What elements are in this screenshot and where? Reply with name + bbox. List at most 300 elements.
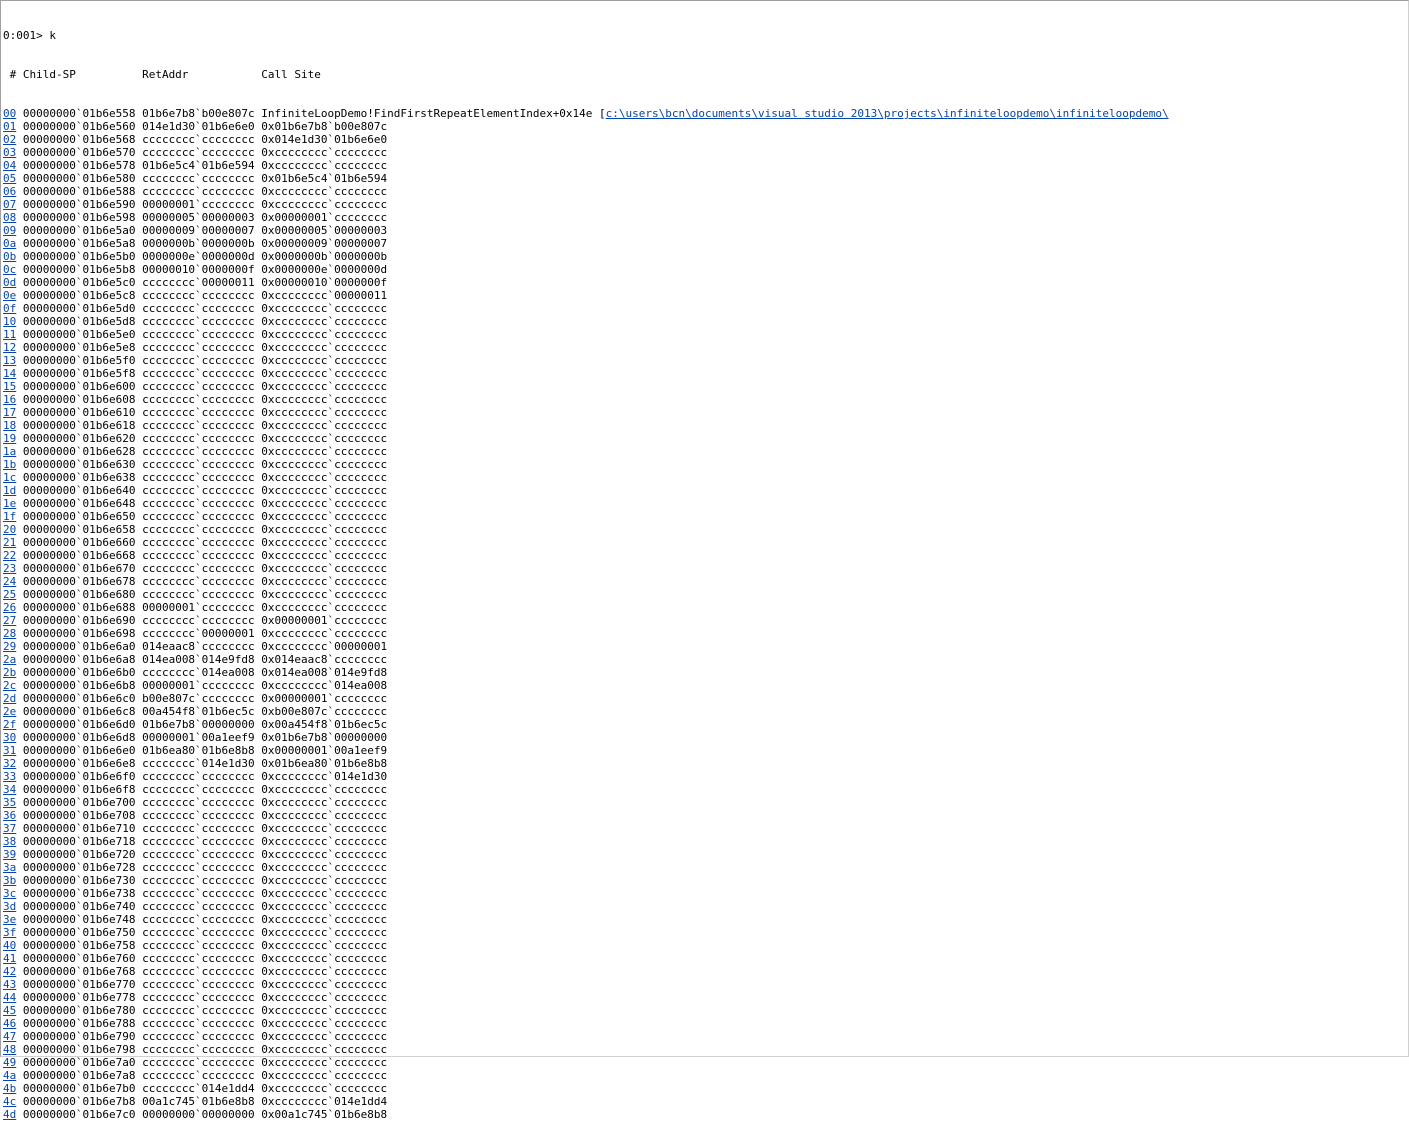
stack-frame-row <box>3 679 1407 692</box>
frame-number-link[interactable]: 02 <box>3 133 17 146</box>
frame-number-link[interactable]: 2d <box>3 692 17 705</box>
call-site: 0xcccccccc`cccccccc <box>261 185 388 198</box>
child-sp: 00000000`01b6e6e0 <box>22 744 136 757</box>
frame-number-link[interactable]: 35 <box>3 796 17 809</box>
child-sp: 00000000`01b6e688 <box>22 601 136 614</box>
frame-number-link[interactable]: 07 <box>3 198 17 211</box>
frame-number-link[interactable]: 04 <box>3 159 17 172</box>
frame-number-link[interactable]: 12 <box>3 341 17 354</box>
call-site: 0xcccccccc`cccccccc <box>261 159 388 172</box>
call-site: 0xcccccccc`cccccccc <box>261 952 388 965</box>
return-address: 00a454f8`01b6ec5c <box>142 705 255 718</box>
frame-number-link[interactable]: 0f <box>3 302 17 315</box>
frame-number-link[interactable]: 47 <box>3 1030 17 1043</box>
stack-frame-row <box>3 640 1407 653</box>
child-sp: 00000000`01b6e718 <box>22 835 136 848</box>
return-address: 014e1d30`01b6e6e0 <box>142 120 255 133</box>
frame-number-link[interactable]: 0d <box>3 276 17 289</box>
frame-number-link[interactable]: 36 <box>3 809 17 822</box>
call-site: 0xcccccccc`cccccccc <box>261 822 388 835</box>
child-sp: 00000000`01b6e5c0 <box>22 276 136 289</box>
child-sp: 00000000`01b6e7a0 <box>22 1056 136 1069</box>
child-sp: 00000000`01b6e778 <box>22 991 136 1004</box>
return-address: 0000000b`0000000b <box>142 237 255 250</box>
child-sp: 00000000`01b6e760 <box>22 952 136 965</box>
call-site: 0xcccccccc`cccccccc <box>261 1004 388 1017</box>
child-sp: 00000000`01b6e680 <box>22 588 136 601</box>
call-site: 0xcccccccc`00000011 <box>261 289 388 302</box>
call-site: 0xcccccccc`cccccccc <box>261 1017 388 1030</box>
child-sp: 00000000`01b6e600 <box>22 380 136 393</box>
call-site: 0xcccccccc`cccccccc <box>261 471 388 484</box>
child-sp: 00000000`01b6e788 <box>22 1017 136 1030</box>
stack-frame-row <box>3 198 1407 211</box>
return-address: cccccccc`cccccccc <box>142 783 255 796</box>
child-sp: 00000000`01b6e6a0 <box>22 640 136 653</box>
return-address: 01b6ea80`01b6e8b8 <box>142 744 255 757</box>
child-sp: 00000000`01b6e5a0 <box>22 224 136 237</box>
frame-number-link[interactable]: 27 <box>3 614 17 627</box>
frame-number-link[interactable]: 39 <box>3 848 17 861</box>
frame-number-link[interactable]: 2a <box>3 653 17 666</box>
return-address: cccccccc`cccccccc <box>142 406 255 419</box>
call-site: 0xcccccccc`cccccccc <box>261 965 388 978</box>
frame-number-link[interactable]: 09 <box>3 224 17 237</box>
frame-number-link[interactable]: 48 <box>3 1043 17 1056</box>
call-site: 0xcccccccc`cccccccc <box>261 575 388 588</box>
child-sp: 00000000`01b6e6e8 <box>22 757 136 770</box>
frame-number-link[interactable]: 13 <box>3 354 17 367</box>
frame-number-link[interactable]: 11 <box>3 328 17 341</box>
child-sp: 00000000`01b6e780 <box>22 1004 136 1017</box>
frame-number-link[interactable]: 01 <box>3 120 17 133</box>
return-address: cccccccc`cccccccc <box>142 861 255 874</box>
child-sp: 00000000`01b6e6d0 <box>22 718 136 731</box>
return-address: cccccccc`cccccccc <box>142 939 255 952</box>
stack-frame-row <box>3 1030 1407 1043</box>
call-site: 0xcccccccc`cccccccc <box>261 432 388 445</box>
call-site: 0xcccccccc`cccccccc <box>261 328 388 341</box>
child-sp: 00000000`01b6e5e0 <box>22 328 136 341</box>
return-address: cccccccc`cccccccc <box>142 497 255 510</box>
frame-number-link[interactable]: 3c <box>3 887 17 900</box>
frame-number-link[interactable]: 14 <box>3 367 17 380</box>
return-address: cccccccc`cccccccc <box>142 900 255 913</box>
frame-number-link[interactable]: 15 <box>3 380 17 393</box>
return-address: cccccccc`cccccccc <box>142 185 255 198</box>
child-sp: 00000000`01b6e5f8 <box>22 367 136 380</box>
child-sp: 00000000`01b6e568 <box>22 133 136 146</box>
frame-number-link[interactable]: 46 <box>3 1017 17 1030</box>
call-site: 0x00000001`00a1eef9 <box>261 744 388 757</box>
stack-frame-row <box>3 315 1407 328</box>
return-address: cccccccc`cccccccc <box>142 562 255 575</box>
child-sp: 00000000`01b6e658 <box>22 523 136 536</box>
call-site: 0xcccccccc`cccccccc <box>261 302 388 315</box>
frame-number-link[interactable]: 2b <box>3 666 17 679</box>
child-sp: 00000000`01b6e7c0 <box>22 1108 136 1121</box>
child-sp: 00000000`01b6e588 <box>22 185 136 198</box>
call-site: 0xcccccccc`cccccccc <box>261 926 388 939</box>
return-address: 01b6e5c4`01b6e594 <box>142 159 255 172</box>
return-address: cccccccc`cccccccc <box>142 432 255 445</box>
frame-number-link[interactable]: 0e <box>3 289 17 302</box>
frame-number-link[interactable]: 4c <box>3 1095 17 1108</box>
debugger-command-window[interactable] <box>3 3 1407 1121</box>
child-sp: 00000000`01b6e758 <box>22 939 136 952</box>
child-sp: 00000000`01b6e728 <box>22 861 136 874</box>
stack-frame-row <box>3 445 1407 458</box>
stack-frame-row <box>3 978 1407 991</box>
child-sp: 00000000`01b6e6a8 <box>22 653 136 666</box>
return-address: 01b6e7b8`00000000 <box>142 718 255 731</box>
child-sp: 00000000`01b6e770 <box>22 978 136 991</box>
return-address: cccccccc`cccccccc <box>142 341 255 354</box>
return-address: 00000001`cccccccc <box>142 198 255 211</box>
return-address: cccccccc`cccccccc <box>142 1069 255 1082</box>
stack-frame-row <box>3 510 1407 523</box>
stack-frame-row <box>3 627 1407 640</box>
frame-number-link[interactable]: 41 <box>3 952 17 965</box>
call-site: 0x00000005`00000003 <box>261 224 388 237</box>
call-site: 0xcccccccc`cccccccc <box>261 315 388 328</box>
frame-number-link[interactable]: 33 <box>3 770 17 783</box>
call-site: 0xcccccccc`cccccccc <box>261 484 388 497</box>
frame-number-link[interactable]: 22 <box>3 549 17 562</box>
call-site: 0x014ea008`014e9fd8 <box>261 666 388 679</box>
call-site: 0x00a454f8`01b6ec5c <box>261 718 388 731</box>
frame-number-link[interactable]: 1d <box>3 484 17 497</box>
child-sp: 00000000`01b6e6b8 <box>22 679 136 692</box>
frame-number-link[interactable]: 3e <box>3 913 17 926</box>
stack-frame-row <box>3 1082 1407 1095</box>
frame-number-link[interactable]: 29 <box>3 640 17 653</box>
frame-number-link[interactable]: 3f <box>3 926 17 939</box>
stack-frame-row <box>3 146 1407 159</box>
child-sp: 00000000`01b6e678 <box>22 575 136 588</box>
stack-frame-list <box>3 107 1407 1121</box>
frame-number-link[interactable]: 00 <box>3 107 17 120</box>
call-site: 0xcccccccc`cccccccc <box>261 406 388 419</box>
frame-number-link[interactable]: 08 <box>3 211 17 224</box>
child-sp: 00000000`01b6e5b0 <box>22 250 136 263</box>
frame-number-link[interactable]: 2e <box>3 705 17 718</box>
frame-number-link[interactable]: 24 <box>3 575 17 588</box>
child-sp: 00000000`01b6e748 <box>22 913 136 926</box>
call-site: 0xcccccccc`cccccccc <box>261 536 388 549</box>
child-sp: 00000000`01b6e708 <box>22 809 136 822</box>
frame-number-link[interactable]: 37 <box>3 822 17 835</box>
child-sp: 00000000`01b6e5f0 <box>22 354 136 367</box>
child-sp: 00000000`01b6e670 <box>22 562 136 575</box>
return-address: cccccccc`cccccccc <box>142 1030 255 1043</box>
return-address: cccccccc`cccccccc <box>142 536 255 549</box>
stack-frame-row <box>3 211 1407 224</box>
call-site: 0x00000010`0000000f <box>261 276 388 289</box>
frame-number-link[interactable]: 18 <box>3 419 17 432</box>
frame-number-link[interactable]: 34 <box>3 783 17 796</box>
call-site: 0xcccccccc`cccccccc <box>261 1043 388 1056</box>
call-site: 0xcccccccc`cccccccc <box>261 848 388 861</box>
call-site: 0xcccccccc`cccccccc <box>261 198 388 211</box>
call-site: 0xcccccccc`cccccccc <box>261 939 388 952</box>
return-address: cccccccc`cccccccc <box>142 822 255 835</box>
child-sp: 00000000`01b6e580 <box>22 172 136 185</box>
stack-frame-row <box>3 185 1407 198</box>
return-address: cccccccc`cccccccc <box>142 1056 255 1069</box>
frame-number-link[interactable]: 1b <box>3 458 17 471</box>
frame-number-link[interactable]: 31 <box>3 744 17 757</box>
call-site: 0xcccccccc`cccccccc <box>261 354 388 367</box>
return-address: 014eaac8`cccccccc <box>142 640 255 653</box>
child-sp: 00000000`01b6e798 <box>22 1043 136 1056</box>
return-address: 0000000e`0000000d <box>142 250 255 263</box>
child-sp: 00000000`01b6e6b0 <box>22 666 136 679</box>
call-site: 0x00000001`cccccccc <box>261 692 388 705</box>
return-address: cccccccc`cccccccc <box>142 835 255 848</box>
return-address: cccccccc`cccccccc <box>142 848 255 861</box>
frame-number-link[interactable]: 23 <box>3 562 17 575</box>
child-sp: 00000000`01b6e6c8 <box>22 705 136 718</box>
return-address: 00000009`00000007 <box>142 224 255 237</box>
frame-number-link[interactable]: 19 <box>3 432 17 445</box>
call-site: 0xcccccccc`cccccccc <box>261 887 388 900</box>
frame-number-link[interactable]: 44 <box>3 991 17 1004</box>
return-address: cccccccc`cccccccc <box>142 380 255 393</box>
frame-number-link[interactable]: 4a <box>3 1069 17 1082</box>
return-address: cccccccc`cccccccc <box>142 302 255 315</box>
call-site: 0x01b6e7b8`b00e807c <box>261 120 388 133</box>
stack-frame-row <box>3 718 1407 731</box>
call-site: 0xcccccccc`cccccccc <box>261 1056 388 1069</box>
call-site: 0xcccccccc`cccccccc <box>261 367 388 380</box>
stack-frame-row <box>3 1017 1407 1030</box>
stack-frame-row <box>3 497 1407 510</box>
stack-frame-row <box>3 536 1407 549</box>
frame-number-link[interactable]: 2f <box>3 718 17 731</box>
return-address: cccccccc`cccccccc <box>142 484 255 497</box>
frame-number-link[interactable]: 03 <box>3 146 17 159</box>
child-sp: 00000000`01b6e710 <box>22 822 136 835</box>
stack-frame-row <box>3 172 1407 185</box>
child-sp: 00000000`01b6e618 <box>22 419 136 432</box>
frame-number-link[interactable]: 40 <box>3 939 17 952</box>
stack-frame-row <box>3 419 1407 432</box>
stack-frame-row <box>3 913 1407 926</box>
frame-number-link[interactable]: 17 <box>3 406 17 419</box>
call-site: 0xcccccccc`cccccccc <box>261 874 388 887</box>
stack-frame-row <box>3 601 1407 614</box>
frame-number-link[interactable]: 38 <box>3 835 17 848</box>
stack-frame-row <box>3 354 1407 367</box>
return-address: cccccccc`cccccccc <box>142 445 255 458</box>
return-address: cccccccc`cccccccc <box>142 614 255 627</box>
frame-number-link[interactable]: 3a <box>3 861 17 874</box>
call-site: 0xcccccccc`cccccccc <box>261 796 388 809</box>
call-site: 0x00000009`00000007 <box>261 237 388 250</box>
stack-frame-row <box>3 653 1407 666</box>
child-sp: 00000000`01b6e768 <box>22 965 136 978</box>
return-address: cccccccc`014e1d30 <box>142 757 255 770</box>
child-sp: 00000000`01b6e628 <box>22 445 136 458</box>
frame-number-link[interactable]: 21 <box>3 536 17 549</box>
stack-frame-row <box>3 965 1407 978</box>
frame-number-link[interactable]: 49 <box>3 1056 17 1069</box>
call-site: 0xcccccccc`cccccccc <box>261 458 388 471</box>
stack-frame-row <box>3 822 1407 835</box>
call-site: 0x014e1d30`01b6e6e0 <box>261 133 388 146</box>
call-site: 0xcccccccc`cccccccc <box>261 1082 388 1095</box>
stack-frame-row <box>3 523 1407 536</box>
stack-frame-row <box>3 926 1407 939</box>
call-site: 0xcccccccc`014e1dd4 <box>261 1095 388 1108</box>
call-site: 0xcccccccc`014ea008 <box>261 679 388 692</box>
frame-number-link[interactable]: 05 <box>3 172 17 185</box>
child-sp: 00000000`01b6e608 <box>22 393 136 406</box>
child-sp: 00000000`01b6e610 <box>22 406 136 419</box>
call-site: 0x00000001`cccccccc <box>261 614 388 627</box>
frame-number-link[interactable]: 26 <box>3 601 17 614</box>
frame-number-link[interactable]: 43 <box>3 978 17 991</box>
frame-number-link[interactable]: 0b <box>3 250 17 263</box>
child-sp: 00000000`01b6e640 <box>22 484 136 497</box>
call-site: 0x01b6ea80`01b6e8b8 <box>261 757 388 770</box>
child-sp: 00000000`01b6e668 <box>22 549 136 562</box>
call-site: 0xcccccccc`cccccccc <box>261 601 388 614</box>
return-address: cccccccc`cccccccc <box>142 926 255 939</box>
child-sp: 00000000`01b6e598 <box>22 211 136 224</box>
frame-number-link[interactable]: 06 <box>3 185 17 198</box>
child-sp: 00000000`01b6e738 <box>22 887 136 900</box>
child-sp: 00000000`01b6e7a8 <box>22 1069 136 1082</box>
frame-number-link[interactable]: 32 <box>3 757 17 770</box>
frame-number-link[interactable]: 4d <box>3 1108 17 1121</box>
call-site: 0xcccccccc`cccccccc <box>261 497 388 510</box>
return-address: cccccccc`cccccccc <box>142 1017 255 1030</box>
frame-number-link[interactable]: 1c <box>3 471 17 484</box>
frame-number-link[interactable]: 3d <box>3 900 17 913</box>
frame-number-link[interactable]: 3b <box>3 874 17 887</box>
stack-frame-row <box>3 705 1407 718</box>
call-site: 0xcccccccc`cccccccc <box>261 549 388 562</box>
return-address: cccccccc`00000001 <box>142 627 255 640</box>
frame-number-link[interactable]: 4b <box>3 1082 17 1095</box>
child-sp: 00000000`01b6e730 <box>22 874 136 887</box>
stack-frame-row <box>3 458 1407 471</box>
stack-frame-row <box>3 991 1407 1004</box>
child-sp: 00000000`01b6e560 <box>22 120 136 133</box>
call-site: 0x014eaac8`cccccccc <box>261 653 388 666</box>
command-prompt: 0:001> k <box>3 29 56 42</box>
frame-number-link[interactable]: 16 <box>3 393 17 406</box>
stack-frame-row <box>3 393 1407 406</box>
call-site: 0xcccccccc`cccccccc <box>261 809 388 822</box>
return-address: cccccccc`00000011 <box>142 276 255 289</box>
call-site: 0xcccccccc`cccccccc <box>261 341 388 354</box>
return-address: cccccccc`cccccccc <box>142 146 255 159</box>
child-sp: 00000000`01b6e6c0 <box>22 692 136 705</box>
call-site: 0x01b6e5c4`01b6e594 <box>261 172 388 185</box>
return-address: cccccccc`cccccccc <box>142 1004 255 1017</box>
frame-number-link[interactable]: 20 <box>3 523 17 536</box>
call-site: 0xcccccccc`cccccccc <box>261 900 388 913</box>
call-site: 0xcccccccc`cccccccc <box>261 419 388 432</box>
call-site: 0xcccccccc`cccccccc <box>261 562 388 575</box>
call-site: 0xcccccccc`014e1d30 <box>261 770 388 783</box>
call-site: 0xcccccccc`cccccccc <box>261 523 388 536</box>
stack-frame-row <box>3 1095 1407 1108</box>
stack-frame-row <box>3 575 1407 588</box>
stack-frame-row <box>3 861 1407 874</box>
child-sp: 00000000`01b6e570 <box>22 146 136 159</box>
frame-number-link[interactable]: 1f <box>3 510 17 523</box>
child-sp: 00000000`01b6e650 <box>22 510 136 523</box>
child-sp: 00000000`01b6e700 <box>22 796 136 809</box>
frame-number-link[interactable]: 0c <box>3 263 17 276</box>
frame-number-link[interactable]: 1e <box>3 497 17 510</box>
frame-number-link[interactable]: 2c <box>3 679 17 692</box>
child-sp: 00000000`01b6e638 <box>22 471 136 484</box>
child-sp: 00000000`01b6e630 <box>22 458 136 471</box>
return-address: cccccccc`cccccccc <box>142 523 255 536</box>
call-site: 0x01b6e7b8`00000000 <box>261 731 388 744</box>
frame-number-link[interactable]: 28 <box>3 627 17 640</box>
frame-number-link[interactable]: 42 <box>3 965 17 978</box>
stack-frame-row <box>3 848 1407 861</box>
stack-frame-row <box>3 549 1407 562</box>
return-address: cccccccc`cccccccc <box>142 549 255 562</box>
child-sp: 00000000`01b6e558 <box>22 107 136 120</box>
child-sp: 00000000`01b6e590 <box>22 198 136 211</box>
frame-number-link[interactable]: 25 <box>3 588 17 601</box>
stack-frame-row <box>3 809 1407 822</box>
frame-number-link[interactable]: 1a <box>3 445 17 458</box>
call-site: 0xcccccccc`cccccccc <box>261 913 388 926</box>
stack-frame-row <box>3 159 1407 172</box>
return-address: 00000010`0000000f <box>142 263 255 276</box>
child-sp: 00000000`01b6e660 <box>22 536 136 549</box>
source-file-link[interactable]: c:\users\bcn\documents\visual studio 2013\projects\infiniteloopdemo\infiniteloopdemo\ <box>605 107 1169 120</box>
frame-number-link[interactable]: 45 <box>3 1004 17 1017</box>
stack-frame-row <box>3 783 1407 796</box>
stack-frame-row <box>3 770 1407 783</box>
child-sp: 00000000`01b6e5c8 <box>22 289 136 302</box>
call-site: InfiniteLoopDemo!FindFirstRepeatElementIndex+0x14e [ <box>261 107 606 120</box>
stack-header: # Child-SP RetAddr Call Site <box>3 68 321 81</box>
frame-number-link[interactable]: 0a <box>3 237 17 250</box>
stack-frame-row <box>3 250 1407 263</box>
return-address: cccccccc`cccccccc <box>142 419 255 432</box>
return-address: cccccccc`cccccccc <box>142 315 255 328</box>
call-site: 0xcccccccc`cccccccc <box>261 1069 388 1082</box>
stack-frame-row <box>3 1056 1407 1069</box>
return-address: cccccccc`cccccccc <box>142 354 255 367</box>
frame-number-link[interactable]: 30 <box>3 731 17 744</box>
return-address: cccccccc`cccccccc <box>142 133 255 146</box>
call-site: 0xcccccccc`cccccccc <box>261 978 388 991</box>
return-address: cccccccc`cccccccc <box>142 393 255 406</box>
stack-frame-row <box>3 1043 1407 1056</box>
stack-frame-row <box>3 900 1407 913</box>
return-address: cccccccc`cccccccc <box>142 874 255 887</box>
stack-frame-row <box>3 757 1407 770</box>
child-sp: 00000000`01b6e5d0 <box>22 302 136 315</box>
stack-frame-row <box>3 289 1407 302</box>
return-address: cccccccc`cccccccc <box>142 770 255 783</box>
child-sp: 00000000`01b6e6d8 <box>22 731 136 744</box>
frame-number-link[interactable]: 10 <box>3 315 17 328</box>
stack-frame-row <box>3 744 1407 757</box>
